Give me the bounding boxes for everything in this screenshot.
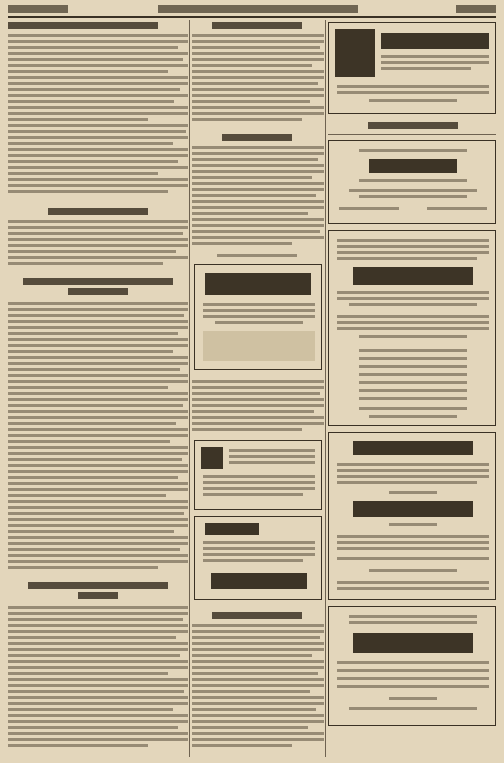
printed-text-line (8, 332, 178, 335)
printed-text-line (8, 154, 188, 157)
printed-text-line (8, 368, 180, 371)
printed-text-line (8, 350, 173, 353)
ad-illustration (335, 29, 375, 77)
printed-text-line (8, 476, 178, 479)
ad-inset (203, 331, 315, 361)
section-heading (368, 122, 458, 129)
ad-address-graphic (211, 573, 307, 589)
printed-text-line (192, 654, 312, 657)
printed-text-line (8, 398, 188, 401)
printed-text-line (203, 303, 315, 306)
printed-text-line (8, 606, 188, 609)
printed-text-line (8, 690, 184, 693)
printed-text-line (359, 357, 467, 360)
printed-text-line (8, 100, 174, 103)
printed-text-line (8, 326, 188, 329)
column-divider (325, 20, 326, 757)
printed-text-line (8, 320, 188, 323)
section-heading (23, 278, 173, 285)
printed-text-line (8, 488, 188, 491)
printed-text-line (192, 206, 324, 209)
printed-text-line (8, 500, 188, 503)
printed-text-line (192, 64, 312, 67)
ad-title-graphic (381, 33, 489, 49)
printed-text-line (8, 726, 178, 729)
section-heading (212, 612, 302, 619)
printed-text-line (8, 124, 188, 127)
printed-text-line (337, 321, 489, 324)
printed-text-line (337, 327, 489, 330)
announcement-title-graphic (353, 441, 473, 455)
section-heading (78, 592, 118, 599)
printed-text-line (8, 70, 168, 73)
printed-text-line (192, 380, 324, 383)
printed-text-line (229, 449, 315, 452)
printed-text-line (381, 55, 489, 58)
printed-text-line (8, 470, 188, 473)
printed-text-line (203, 475, 315, 478)
printed-text-line (217, 254, 297, 257)
printed-text-line (8, 302, 188, 305)
printed-text-line (359, 381, 467, 384)
printed-text-line (192, 76, 324, 79)
section-heading (8, 22, 158, 29)
printed-text-line (192, 738, 324, 741)
printed-text-line (337, 469, 489, 472)
printed-text-line (192, 82, 318, 85)
printed-text-line (389, 491, 437, 494)
printed-text-line (8, 250, 176, 253)
printed-text-line (339, 207, 399, 210)
printed-text-line (337, 547, 489, 550)
printed-text-line (349, 707, 477, 710)
advertisement (194, 516, 322, 600)
printed-text-line (337, 245, 489, 248)
printed-text-line (8, 392, 188, 395)
printed-text-line (8, 220, 188, 223)
printed-text-line (8, 440, 170, 443)
printed-text-line (337, 541, 489, 544)
printed-text-line (359, 389, 467, 392)
announcement-box (328, 140, 496, 224)
printed-text-line (8, 386, 168, 389)
printed-text-line (381, 61, 489, 64)
header-center (158, 5, 358, 13)
printed-text-line (192, 94, 324, 97)
printed-text-line (8, 732, 188, 735)
printed-text-line (8, 106, 188, 109)
header-left (8, 5, 68, 13)
printed-text-line (359, 365, 467, 368)
printed-text-line (192, 678, 324, 681)
page-header (8, 4, 496, 18)
printed-text-line (8, 446, 188, 449)
printed-text-line (192, 392, 320, 395)
printed-text-line (203, 559, 303, 562)
printed-text-line (8, 542, 188, 545)
printed-text-line (8, 112, 188, 115)
printed-text-line (229, 455, 315, 458)
printed-text-line (427, 207, 487, 210)
printed-text-line (359, 335, 467, 338)
printed-text-line (8, 362, 188, 365)
printed-text-line (8, 94, 188, 97)
printed-text-line (192, 230, 320, 233)
printed-text-line (192, 660, 324, 663)
printed-text-line (8, 160, 178, 163)
printed-text-line (192, 708, 316, 711)
printed-text-line (337, 661, 489, 664)
ad-title-graphic (205, 273, 311, 295)
printed-text-line (192, 188, 324, 191)
printed-text-line (389, 523, 437, 526)
printed-text-line (192, 212, 308, 215)
announcement-box (328, 432, 496, 600)
printed-text-line (337, 557, 489, 560)
printed-text-line (8, 642, 188, 645)
printed-text-line (192, 624, 324, 627)
printed-text-line (192, 158, 318, 161)
printed-text-line (349, 621, 477, 624)
printed-text-line (8, 696, 188, 699)
printed-text-line (369, 415, 457, 418)
printed-text-line (8, 58, 183, 61)
printed-text-line (192, 34, 324, 37)
printed-text-line (203, 481, 315, 484)
announcement-box (328, 606, 496, 726)
printed-text-line (192, 702, 324, 705)
printed-text-line (192, 164, 324, 167)
printed-text-line (192, 642, 324, 645)
printed-text-line (337, 85, 489, 88)
printed-text-line (203, 553, 315, 556)
printed-text-line (337, 315, 489, 318)
printed-text-line (359, 349, 467, 352)
printed-text-line (192, 236, 324, 239)
column-divider (189, 20, 190, 757)
printed-text-line (8, 256, 188, 259)
printed-text-line (8, 660, 188, 663)
printed-text-line (8, 410, 188, 413)
printed-text-line (8, 482, 188, 485)
printed-text-line (8, 624, 188, 627)
printed-text-line (381, 67, 471, 70)
printed-text-line (8, 524, 188, 527)
printed-text-line (8, 738, 188, 741)
printed-text-line (8, 64, 188, 67)
printed-text-line (359, 397, 467, 400)
printed-text-line (192, 714, 324, 717)
printed-text-line (8, 458, 182, 461)
printed-text-line (8, 672, 168, 675)
printed-text-line (192, 176, 312, 179)
printed-text-line (8, 618, 183, 621)
printed-text-line (8, 118, 148, 121)
printed-text-line (337, 463, 489, 466)
printed-text-line (192, 170, 324, 173)
printed-text-line (215, 321, 303, 324)
announcement-name-graphic (353, 633, 473, 653)
printed-text-line (8, 238, 188, 241)
printed-text-line (192, 684, 324, 687)
announcement-name-graphic (353, 501, 473, 517)
printed-text-line (8, 34, 188, 37)
printed-text-line (8, 172, 158, 175)
printed-text-line (8, 262, 163, 265)
printed-text-line (192, 100, 310, 103)
printed-text-line (8, 142, 173, 145)
advertisement (194, 264, 322, 370)
printed-text-line (192, 118, 302, 121)
printed-text-line (192, 732, 324, 735)
printed-text-line (8, 82, 188, 85)
printed-text-line (192, 242, 292, 245)
printed-text-line (192, 744, 292, 747)
printed-text-line (192, 696, 324, 699)
printed-text-line (203, 487, 315, 490)
printed-text-line (8, 744, 148, 747)
printed-text-line (8, 434, 188, 437)
ad-title-graphic (205, 523, 259, 535)
printed-text-line (192, 630, 324, 633)
advertisement (328, 22, 496, 114)
printed-text-line (192, 428, 302, 431)
advertisement (194, 440, 322, 510)
printed-text-line (192, 52, 324, 55)
printed-text-line (337, 297, 489, 300)
printed-text-line (192, 106, 324, 109)
printed-text-line (192, 224, 324, 227)
printed-text-line (8, 308, 188, 311)
printed-text-line (192, 672, 318, 675)
printed-text-line (192, 182, 324, 185)
printed-text-line (8, 178, 188, 181)
printed-text-line (192, 666, 324, 669)
printed-text-line (229, 461, 315, 464)
printed-text-line (389, 697, 437, 700)
printed-text-line (8, 536, 188, 539)
printed-text-line (8, 654, 180, 657)
printed-text-line (192, 690, 310, 693)
printed-text-line (203, 309, 315, 312)
printed-text-line (337, 481, 477, 484)
printed-text-line (8, 404, 183, 407)
printed-text-line (8, 512, 184, 515)
printed-text-line (192, 720, 324, 723)
announcement-title-graphic (353, 267, 473, 285)
printed-text-line (8, 40, 188, 43)
column-middle (192, 20, 324, 757)
printed-text-line (337, 251, 489, 254)
printed-text-line (8, 714, 188, 717)
printed-text-line (8, 356, 188, 359)
printed-text-line (8, 636, 176, 639)
printed-text-line (203, 315, 315, 318)
printed-text-line (203, 541, 315, 544)
printed-text-line (8, 46, 178, 49)
printed-text-line (328, 134, 496, 135)
printed-text-line (8, 136, 188, 139)
printed-text-line (337, 677, 489, 680)
printed-text-line (8, 566, 158, 569)
printed-text-line (8, 88, 180, 91)
printed-text-line (8, 666, 188, 669)
printed-text-line (192, 146, 324, 149)
printed-text-line (192, 194, 316, 197)
printed-text-line (337, 669, 489, 672)
printed-text-line (192, 636, 320, 639)
printed-text-line (8, 226, 188, 229)
printed-text-line (8, 518, 188, 521)
printed-text-line (337, 587, 489, 590)
printed-text-line (203, 493, 303, 496)
printed-text-line (8, 554, 188, 557)
printed-text-line (8, 232, 183, 235)
printed-text-line (8, 416, 188, 419)
printed-text-line (8, 166, 188, 169)
printed-text-line (192, 416, 324, 419)
section-heading (68, 288, 128, 295)
printed-text-line (8, 344, 188, 347)
printed-text-line (8, 422, 176, 425)
printed-text-line (349, 189, 477, 192)
section-heading (212, 22, 302, 29)
printed-text-line (8, 52, 188, 55)
printed-text-line (192, 218, 324, 221)
printed-text-line (8, 314, 184, 317)
printed-text-line (8, 184, 188, 187)
announcement-title-graphic (369, 159, 457, 173)
section-heading (222, 134, 292, 141)
printed-text-line (337, 581, 489, 584)
printed-text-line (8, 244, 188, 247)
printed-text-line (192, 40, 324, 43)
printed-text-line (192, 398, 324, 401)
printed-text-line (8, 678, 188, 681)
printed-text-line (8, 720, 188, 723)
printed-text-line (337, 685, 489, 688)
printed-text-line (192, 410, 314, 413)
printed-text-line (8, 506, 188, 509)
printed-text-line (8, 374, 188, 377)
printed-text-line (8, 464, 188, 467)
printed-text-line (337, 535, 489, 538)
printed-text-line (359, 195, 467, 198)
printed-text-line (192, 648, 324, 651)
printed-text-line (337, 91, 489, 94)
printed-text-line (8, 338, 188, 341)
printed-text-line (192, 46, 320, 49)
printed-text-line (8, 612, 188, 615)
printed-text-line (8, 130, 186, 133)
printed-text-line (8, 684, 188, 687)
section-heading (28, 582, 168, 589)
printed-text-line (8, 428, 188, 431)
printed-text-line (8, 76, 188, 79)
printed-text-line (359, 373, 467, 376)
printed-text-line (359, 179, 467, 182)
printed-text-line (369, 99, 457, 102)
printed-text-line (203, 547, 315, 550)
printed-text-line (369, 569, 457, 572)
printed-text-line (8, 708, 173, 711)
ad-emblem (201, 447, 223, 469)
printed-text-line (192, 70, 324, 73)
column-left (8, 20, 188, 757)
printed-text-line (192, 404, 324, 407)
printed-text-line (337, 291, 489, 294)
printed-text-line (337, 257, 477, 260)
printed-text-line (192, 726, 308, 729)
printed-text-line (8, 494, 166, 497)
printed-text-line (8, 630, 188, 633)
printed-text-line (359, 149, 467, 152)
printed-text-line (349, 615, 477, 618)
section-heading (48, 208, 148, 215)
printed-text-line (192, 88, 324, 91)
printed-text-line (337, 475, 489, 478)
header-right (456, 5, 496, 13)
printed-text-line (192, 112, 324, 115)
printed-text-line (8, 530, 174, 533)
printed-text-line (192, 422, 324, 425)
printed-text-line (8, 380, 188, 383)
printed-text-line (192, 152, 324, 155)
announcement-box (328, 230, 496, 426)
printed-text-line (337, 239, 489, 242)
printed-text-line (8, 560, 188, 563)
printed-text-line (192, 200, 324, 203)
printed-text-line (8, 548, 180, 551)
printed-text-line (192, 386, 324, 389)
printed-text-line (8, 452, 188, 455)
printed-text-line (8, 148, 188, 151)
printed-text-line (359, 407, 467, 410)
printed-text-line (8, 702, 188, 705)
column-right (328, 20, 496, 757)
printed-text-line (8, 648, 188, 651)
printed-text-line (349, 303, 477, 306)
printed-text-line (8, 190, 168, 193)
printed-text-line (192, 58, 324, 61)
